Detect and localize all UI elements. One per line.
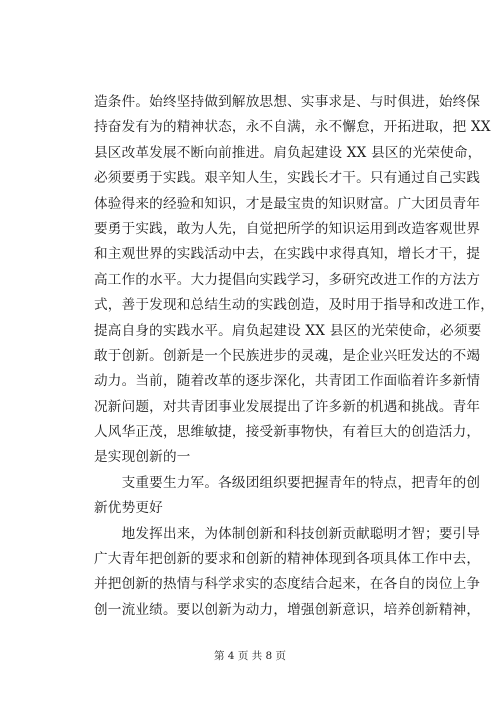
text-line: 高工作的水平。大力提倡向实践学习，多研究改进工作的方法方 xyxy=(94,271,481,288)
text-line: 是实现创新的一 xyxy=(94,449,191,466)
text-line: 提高自身的实践水平。肩负起建设 XX 县区的光荣使命，必须要 xyxy=(94,322,482,339)
text-line: 动力。当前，随着改革的逐步深化，共青团工作面临着许多新情 xyxy=(94,373,481,390)
text-line: 造条件。始终坚持做到解放思想、实事求是、与时俱进，始终保 xyxy=(94,94,481,110)
text-line: 并把创新的热情与科学求实的态度结合起来，在各自的岗位上争 xyxy=(94,576,481,593)
text-line: 人风华正茂，思维敏捷，接受新事物快，有着巨大的创造活力， xyxy=(94,424,481,441)
text-line: 要勇于实践，敢为人先，自觉把所学的知识运用到改造客观世界 xyxy=(94,220,481,237)
body-text xyxy=(94,90,495,623)
text-line: 式，善于发现和总结生动的实践创造，及时用于指导和改进工作， xyxy=(94,297,495,314)
text-line: 况新问题，对共青团事业发展提出了许多新的机遇和挑战。青年 xyxy=(94,398,481,415)
text-line: 县区改革发展不断向前推进。肩负起建设 XX 县区的光荣使命， xyxy=(94,144,482,161)
text-line: 支重要生力军。各级团组织要把握青年的特点，把青年的创 xyxy=(94,474,481,491)
text-line: 新优势更好 xyxy=(94,500,163,517)
text-line: 创一流业绩。要以创新为动力，增强创新意识，培养创新精神， xyxy=(94,601,481,618)
text-line: 地发挥出来，为体制创新和科技创新贡献聪明才智；要引导 xyxy=(94,525,481,542)
text-line: 持奋发有为的精神状态，永不自满，永不懈怠，开拓进取，把 XX xyxy=(94,119,491,136)
text-line: 敢于创新。创新是一个民族进步的灵魂，是企业兴旺发达的不竭 xyxy=(94,347,481,364)
text-line: 广大青年把创新的要求和创新的精神体现到各项具体工作中去， xyxy=(94,551,481,568)
text-line: 必须要勇于实践。艰辛知人生，实践长才干。只有通过自己实践 xyxy=(94,170,481,187)
text-line: 和主观世界的实践活动中去，在实践中求得真知，增长才干，提 xyxy=(94,246,481,263)
text-line: 体验得来的经验和知识，才是最宝贵的知识财富。广大团员青年 xyxy=(94,195,481,212)
page-number-footer: 第 4 页 共 8 页 xyxy=(213,650,287,662)
